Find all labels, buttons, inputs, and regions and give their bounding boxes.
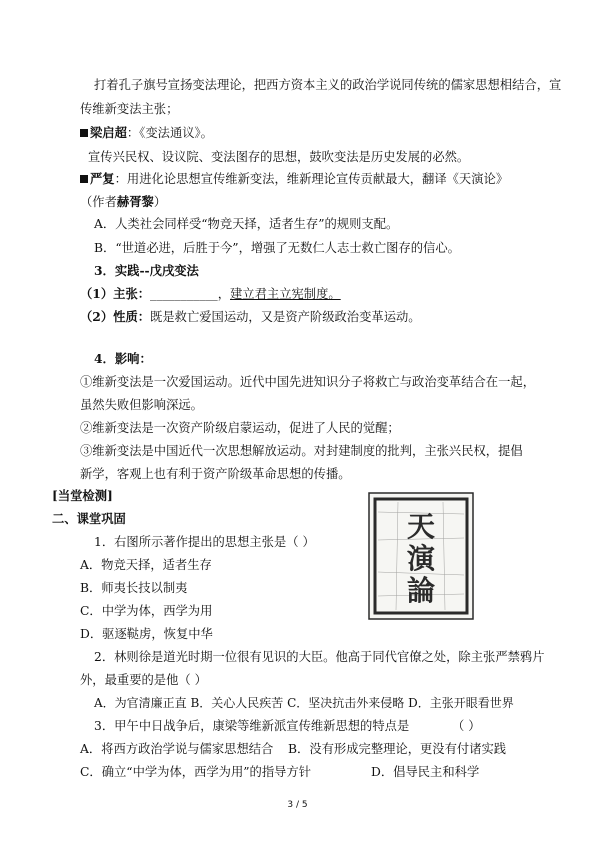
section3-heading: 3．实践--戊戌变法 (94, 263, 199, 278)
liang-desc: 宣传兴民权、设议院、变法图存的思想，鼓吹变法是历史发展的必然。 (88, 150, 470, 164)
q1-option-a: A．物竞天择，适者生存 (80, 558, 212, 572)
yan-rest: ：用进化论思想宣传维新变法，维新理论宣传贡献最大，翻译《天演论》 (114, 172, 509, 186)
s3-item2 (80, 309, 421, 325)
yan-point-a: A．人类社会同样受“物竞天择，适者生存”的规则支配。 (94, 217, 399, 231)
fill-blank: ___________ (150, 287, 218, 301)
impact-1-cont: 虽然失败但影响深远。 (80, 398, 203, 412)
impact-2: ②维新变法是一次资产阶级启蒙运动，促进了人民的觉醒； (80, 421, 400, 435)
impact-1: ①维新变法是一次爱国运动。近代中国先进知识分子将救亡与政治变革结合在一起， (80, 375, 535, 389)
q3-stem: 3．甲午中日战争后，康梁等维新派宣传维新思想的特点是 (94, 719, 410, 733)
q2-stem-cont: 外，最重要的是他（ ） (80, 673, 207, 687)
q1-option-d: D．驱逐鞑虏，恢复中华 (80, 627, 213, 641)
s3-item1 (80, 286, 341, 302)
seal-char-2: 演 (406, 542, 436, 575)
q3-option-b: B．没有形成完整理论，更没有付诸实践 (288, 742, 507, 756)
page-number: 3 / 5 (287, 800, 308, 810)
s3-item1-answer: 建立君主立宪制度。 (230, 287, 341, 301)
part2-heading: 二、课堂巩固 (52, 511, 126, 526)
s3-item2-label: （2）性质： (80, 309, 151, 324)
class-check-heading: [当堂检测] (52, 488, 113, 503)
impact-3-cont: 新学，客观上也有利于资产阶级革命思想的传播。 (80, 467, 351, 481)
q1-stem: 1．右图所示著作提出的思想主张是（ ） (94, 535, 315, 549)
s3-item2-text: 既是救亡爱国运动，又是资产阶级政治变革运动。 (150, 310, 421, 324)
yan-point-b: B．“世道必进，后胜于今”，增强了无数仁人志士救亡图存的信心。 (94, 241, 460, 255)
seal-char-1: 天 (406, 510, 436, 543)
q2-stem: 2．林则徐是道光时期一位很有见识的大臣。他高于同代官僚之处，除主张严禁鸦片 (94, 650, 545, 664)
q3-option-a: A．将西方政治学说与儒家思想结合 (80, 742, 274, 756)
q1-option-b: B．师夷长技以制夷 (80, 581, 188, 595)
impact-3: ③维新变法是中国近代一次思想解放运动。对封建制度的批判，主张兴民权，提倡 (80, 444, 523, 458)
author-pre: （作者 (80, 195, 117, 209)
paragraph-line: 打着孔子旗号宣扬变法理论，把西方资本主义的政治学说同传统的儒家思想相结合，宣 (94, 78, 562, 92)
yan-name: 严复 (90, 171, 115, 186)
q2-options: A．为官清廉正直 B．关心人民疾苦 C．坚决抗击外来侵略 D．主张开眼看世界 (94, 696, 514, 710)
bullet-square-icon (80, 129, 88, 137)
author-note (80, 194, 166, 210)
section4-heading: 4．影响： (94, 351, 152, 366)
q3-option-d: D．倡导民主和科学 (371, 765, 480, 779)
s3-item1-label: （1）主张： (80, 286, 151, 301)
liang-name: 梁启超 (90, 125, 127, 140)
q1-option-c: C．中学为体，西学为用 (80, 604, 213, 618)
separator: ， (217, 287, 230, 301)
yan-item (80, 171, 508, 187)
liang-item (80, 125, 213, 141)
tianyanlun-seal-image (368, 492, 474, 620)
liang-rest: ：《变法通议》。 (126, 126, 213, 140)
bullet-square-icon (80, 175, 88, 183)
q3-answer-paren: （ ） (452, 719, 481, 733)
author-post: ） (153, 195, 167, 209)
author-name: 赫胥黎 (116, 194, 154, 209)
seal-char-3: 論 (406, 574, 436, 607)
paragraph-line: 传维新变法主张； (80, 102, 179, 116)
q3-option-c: C．确立“中学为体，西学为用”的指导方针 (80, 765, 312, 779)
